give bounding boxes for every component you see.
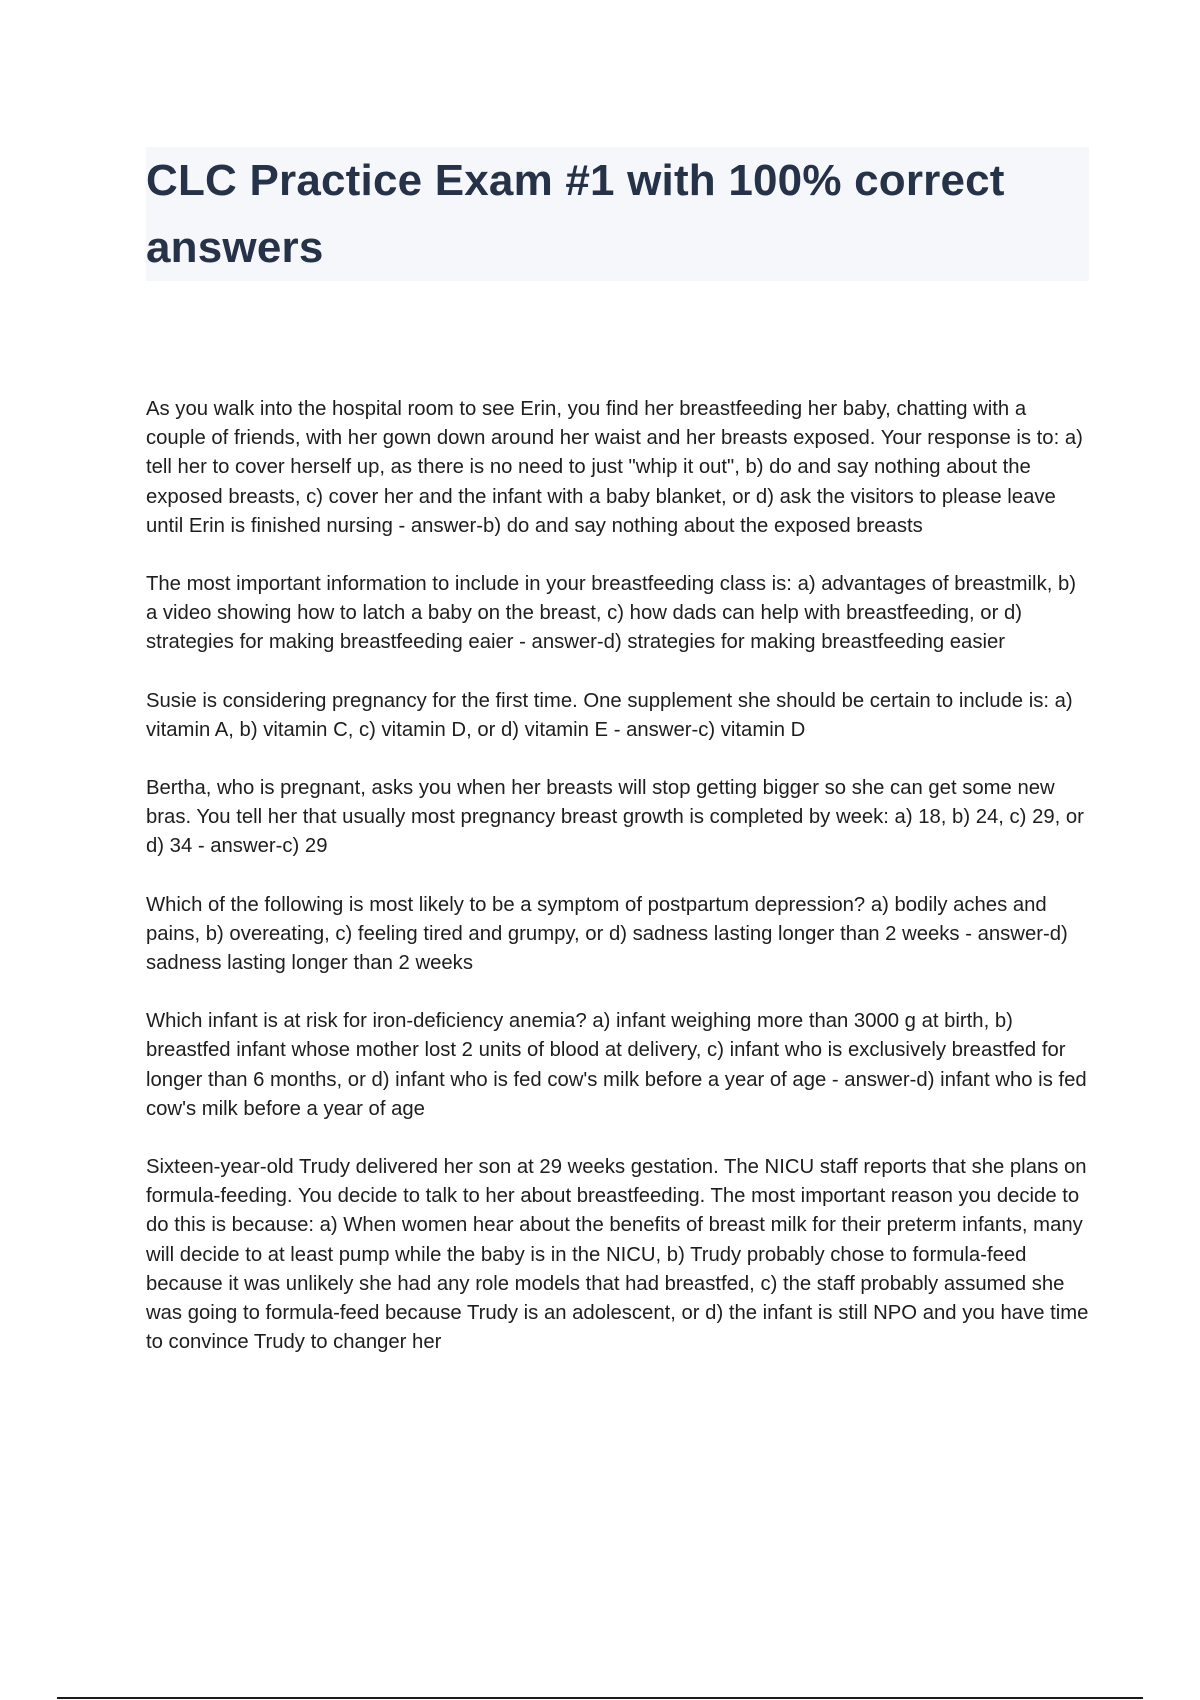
question-item: As you walk into the hospital room to see Erin, you find her breastfeeding her baby, chatting with a couple of friends, with her gown down around her waist and her breasts exposed. Your response is to: a) tell her to cover herself up, as there is no need to just "whip it out", b) do and say nothing about the exposed breasts, c) cover her and the infant with a baby blanket, or d) ask the visitors to please leave until Erin is finished nursing - answer-b) do and say nothing about the exposed breasts xyxy=(146,398,1083,537)
page-title: CLC Practice Exam #1 with 100% correct answers xyxy=(146,156,1005,272)
question-item: Which of the following is most likely to be a symptom of postpartum depression? a) bodily aches and pains, b) overeating, c) feeling tired and grumpy, or d) sadness lasting longer than 2 weeks - answer-d) sadness lasting longer than 2 weeks xyxy=(146,893,1068,975)
question-item: The most important information to include in your breastfeeding class is: a) advantages of breastmilk, b) a video showing how to latch a baby on the breast, c) how dads can help with breastfeeding, or d) strategies for making breastfeeding eaier - answer-d) strategies for making breastfeeding easier xyxy=(146,573,1077,654)
question-item: Sixteen-year-old Trudy delivered her son at 29 weeks gestation. The NICU staff reports that she plans on formula-feeding. You decide to talk to her about breastfeeding. The most important reason you decide to do this is because: a) When women hear about the benefits of breast milk for their preterm infants, many will decide to at least pump while the baby is in the NICU, b) Trudy probably chose to formula-feed because it was unlikely she had any role models that had breastfed, c) the staff probably assumed she was going to formula-feed because Trudy is an adolescent, or d) the infant is still NPO and you have time to convince Trudy to changer her xyxy=(146,1156,1089,1354)
question-list xyxy=(146,395,1091,1386)
title-banner xyxy=(146,147,1089,281)
question-item: Susie is considering pregnancy for the first time. One supplement she should be certain to include is: a) vitamin A, b) vitamin C, c) vitamin D, or d) vitamin E - answer-c) vitamin D xyxy=(146,689,1073,741)
question-item: Which infant is at risk for iron-deficiency anemia? a) infant weighing more than 3000 g at birth, b) breastfed infant whose mother lost 2 units of blood at delivery, c) infant who is exclusively breastfed for longer than 6 months, or d) infant who is fed cow's milk before a year of age - answer-d) infant who is fed cow's milk before a year of age xyxy=(146,1010,1087,1120)
page-bottom-rule xyxy=(57,1697,1143,1699)
question-item: Bertha, who is pregnant, asks you when her breasts will stop getting bigger so she can get some new bras. You tell her that usually most pregnancy breast growth is completed by week: a) 18, b) 24, c) 29, or d) 34 - answer-c) 29 xyxy=(146,777,1084,858)
